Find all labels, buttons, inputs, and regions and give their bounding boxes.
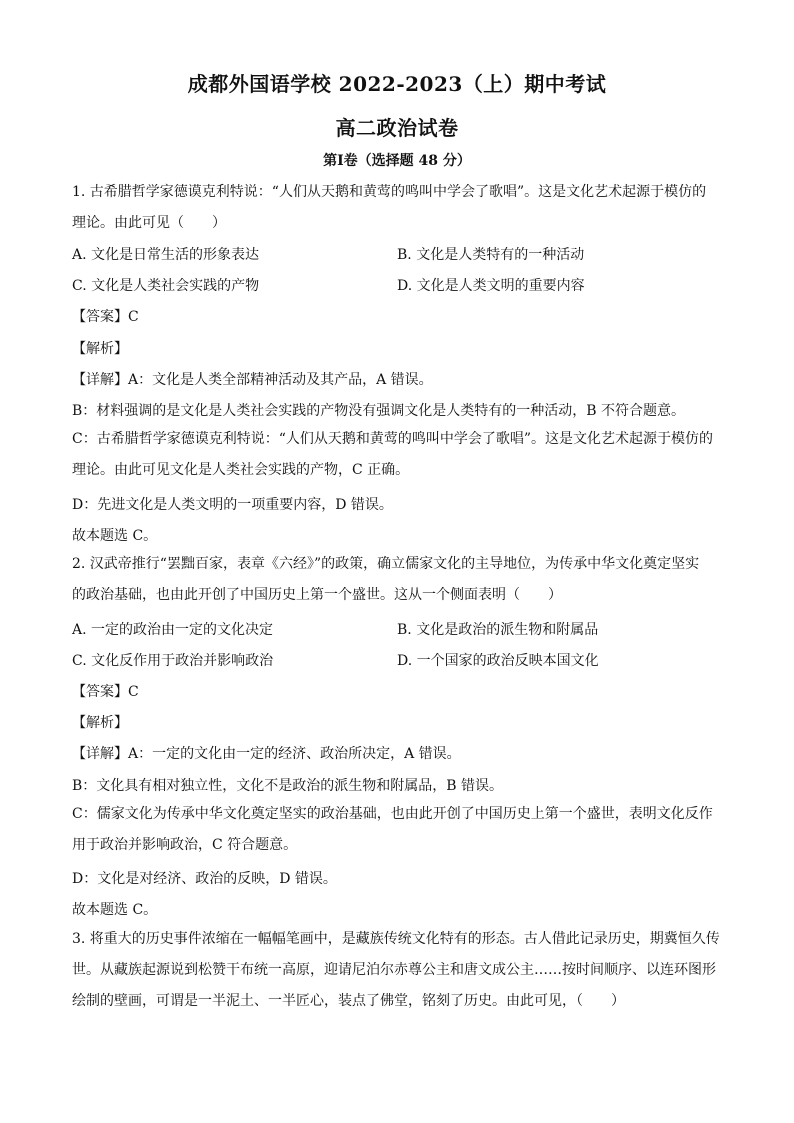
question-1-option-d: D. 文化是人类文明的重要内容	[397, 278, 585, 294]
question-2-option-a: A. 一定的政治由一定的文化决定	[72, 622, 274, 638]
question-1-analysis-label: 【解析】	[72, 341, 128, 357]
question-2-analysis-label: 【解析】	[72, 715, 128, 731]
question-3-stem	[72, 924, 722, 1017]
question-1-stem-line-1: 1. 古希腊哲学家德谟克利特说：“人们从天鹅和黄莺的鸣叫中学会了歌唱”。这是文化艺术起源于模仿的	[72, 184, 707, 200]
question-1-detail-c-line-1: C：古希腊哲学家德谟克利特说：“人们从天鹅和黄莺的鸣叫中学会了歌唱”。这是文化艺术起源于模仿的	[72, 431, 714, 447]
subject-title: 高二政治试卷	[335, 116, 459, 140]
question-3-stem-line-3: 绘制的壁画，可谓是一半泥土、一半匠心，装点了佛堂，铭刻了历史。由此可见，（ ）	[72, 993, 625, 1009]
question-2-stem	[72, 549, 722, 611]
question-2-detail-b: B：文化具有相对独立性，文化不是政治的派生物和附属品，B 错误。	[72, 778, 504, 794]
question-1-conclusion: 故本题选 C。	[72, 528, 158, 544]
question-2-stem-line-2: 的政治基础，也由此开创了中国历史上第一个盛世。这从一个侧面表明（ ）	[72, 587, 562, 603]
question-2-detail-a: 【详解】A：一定的文化由一定的经济、政治所决定，A 错误。	[72, 746, 461, 762]
question-2-option-d: D. 一个国家的政治反映本国文化	[397, 653, 599, 669]
question-2-option-b: B. 文化是政治的派生物和附属品	[397, 622, 599, 638]
question-2-option-c: C. 文化反作用于政治并影响政治	[72, 653, 274, 669]
question-2-answer: 【答案】C	[72, 684, 139, 700]
question-1-detail-c-line-2: 理论。由此可见文化是人类社会实践的产物，C 正确。	[72, 462, 410, 478]
question-1-detail-a: 【详解】A：文化是人类全部精神活动及其产品，A 错误。	[72, 372, 433, 388]
question-2-detail-c-line-1: C：儒家文化为传承中华文化奠定坚实的政治基础，也由此开创了中国历史上第一个盛世，表明文化反作	[72, 806, 713, 822]
question-1-detail-b: B：材料强调的是文化是人类社会实践的产物没有强调文化是人类特有的一种活动，B 不符合题意。	[72, 403, 686, 419]
question-2-detail-c-line-2: 用于政治并影响政治，C 符合题意。	[72, 837, 298, 853]
question-1-stem-line-2: 理论。由此可见（ ）	[72, 215, 226, 231]
question-1-stem	[72, 177, 722, 239]
question-1-answer: 【答案】C	[72, 309, 139, 325]
question-1-detail-c	[72, 424, 722, 486]
question-2-stem-line-1: 2. 汉武帝推行“罢黜百家，表章《六经》”的政策，确立儒家文化的主导地位，为传承中华文化奠定坚实	[72, 556, 700, 572]
school-exam-title: 成都外国语学校 2022-2023（上）期中考试	[187, 72, 607, 96]
question-1-option-b: B. 文化是人类特有的一种活动	[397, 247, 585, 263]
question-2-detail-d: D：文化是对经济、政治的反映，D 错误。	[72, 871, 337, 887]
question-3-stem-line-1: 3. 将重大的历史事件浓缩在一幅幅笔画中，是藏族传统文化特有的形态。古人借此记录历史，期冀恒久传	[72, 931, 720, 947]
question-3-stem-line-2: 世。从藏族起源说到松赞干布统一高原，迎请尼泊尔赤尊公主和唐文成公主……按时间顺序、以连环图形	[72, 962, 716, 978]
question-2-detail-c	[72, 799, 722, 861]
question-1-detail-d: D：先进文化是人类文明的一项重要内容，D 错误。	[72, 497, 393, 513]
section-title: 第Ⅰ卷（选择题 48 分）	[323, 153, 471, 169]
question-1-option-c: C. 文化是人类社会实践的产物	[72, 278, 260, 294]
question-2-conclusion: 故本题选 C。	[72, 902, 158, 918]
question-1-option-a: A. 文化是日常生活的形象表达	[72, 247, 260, 263]
